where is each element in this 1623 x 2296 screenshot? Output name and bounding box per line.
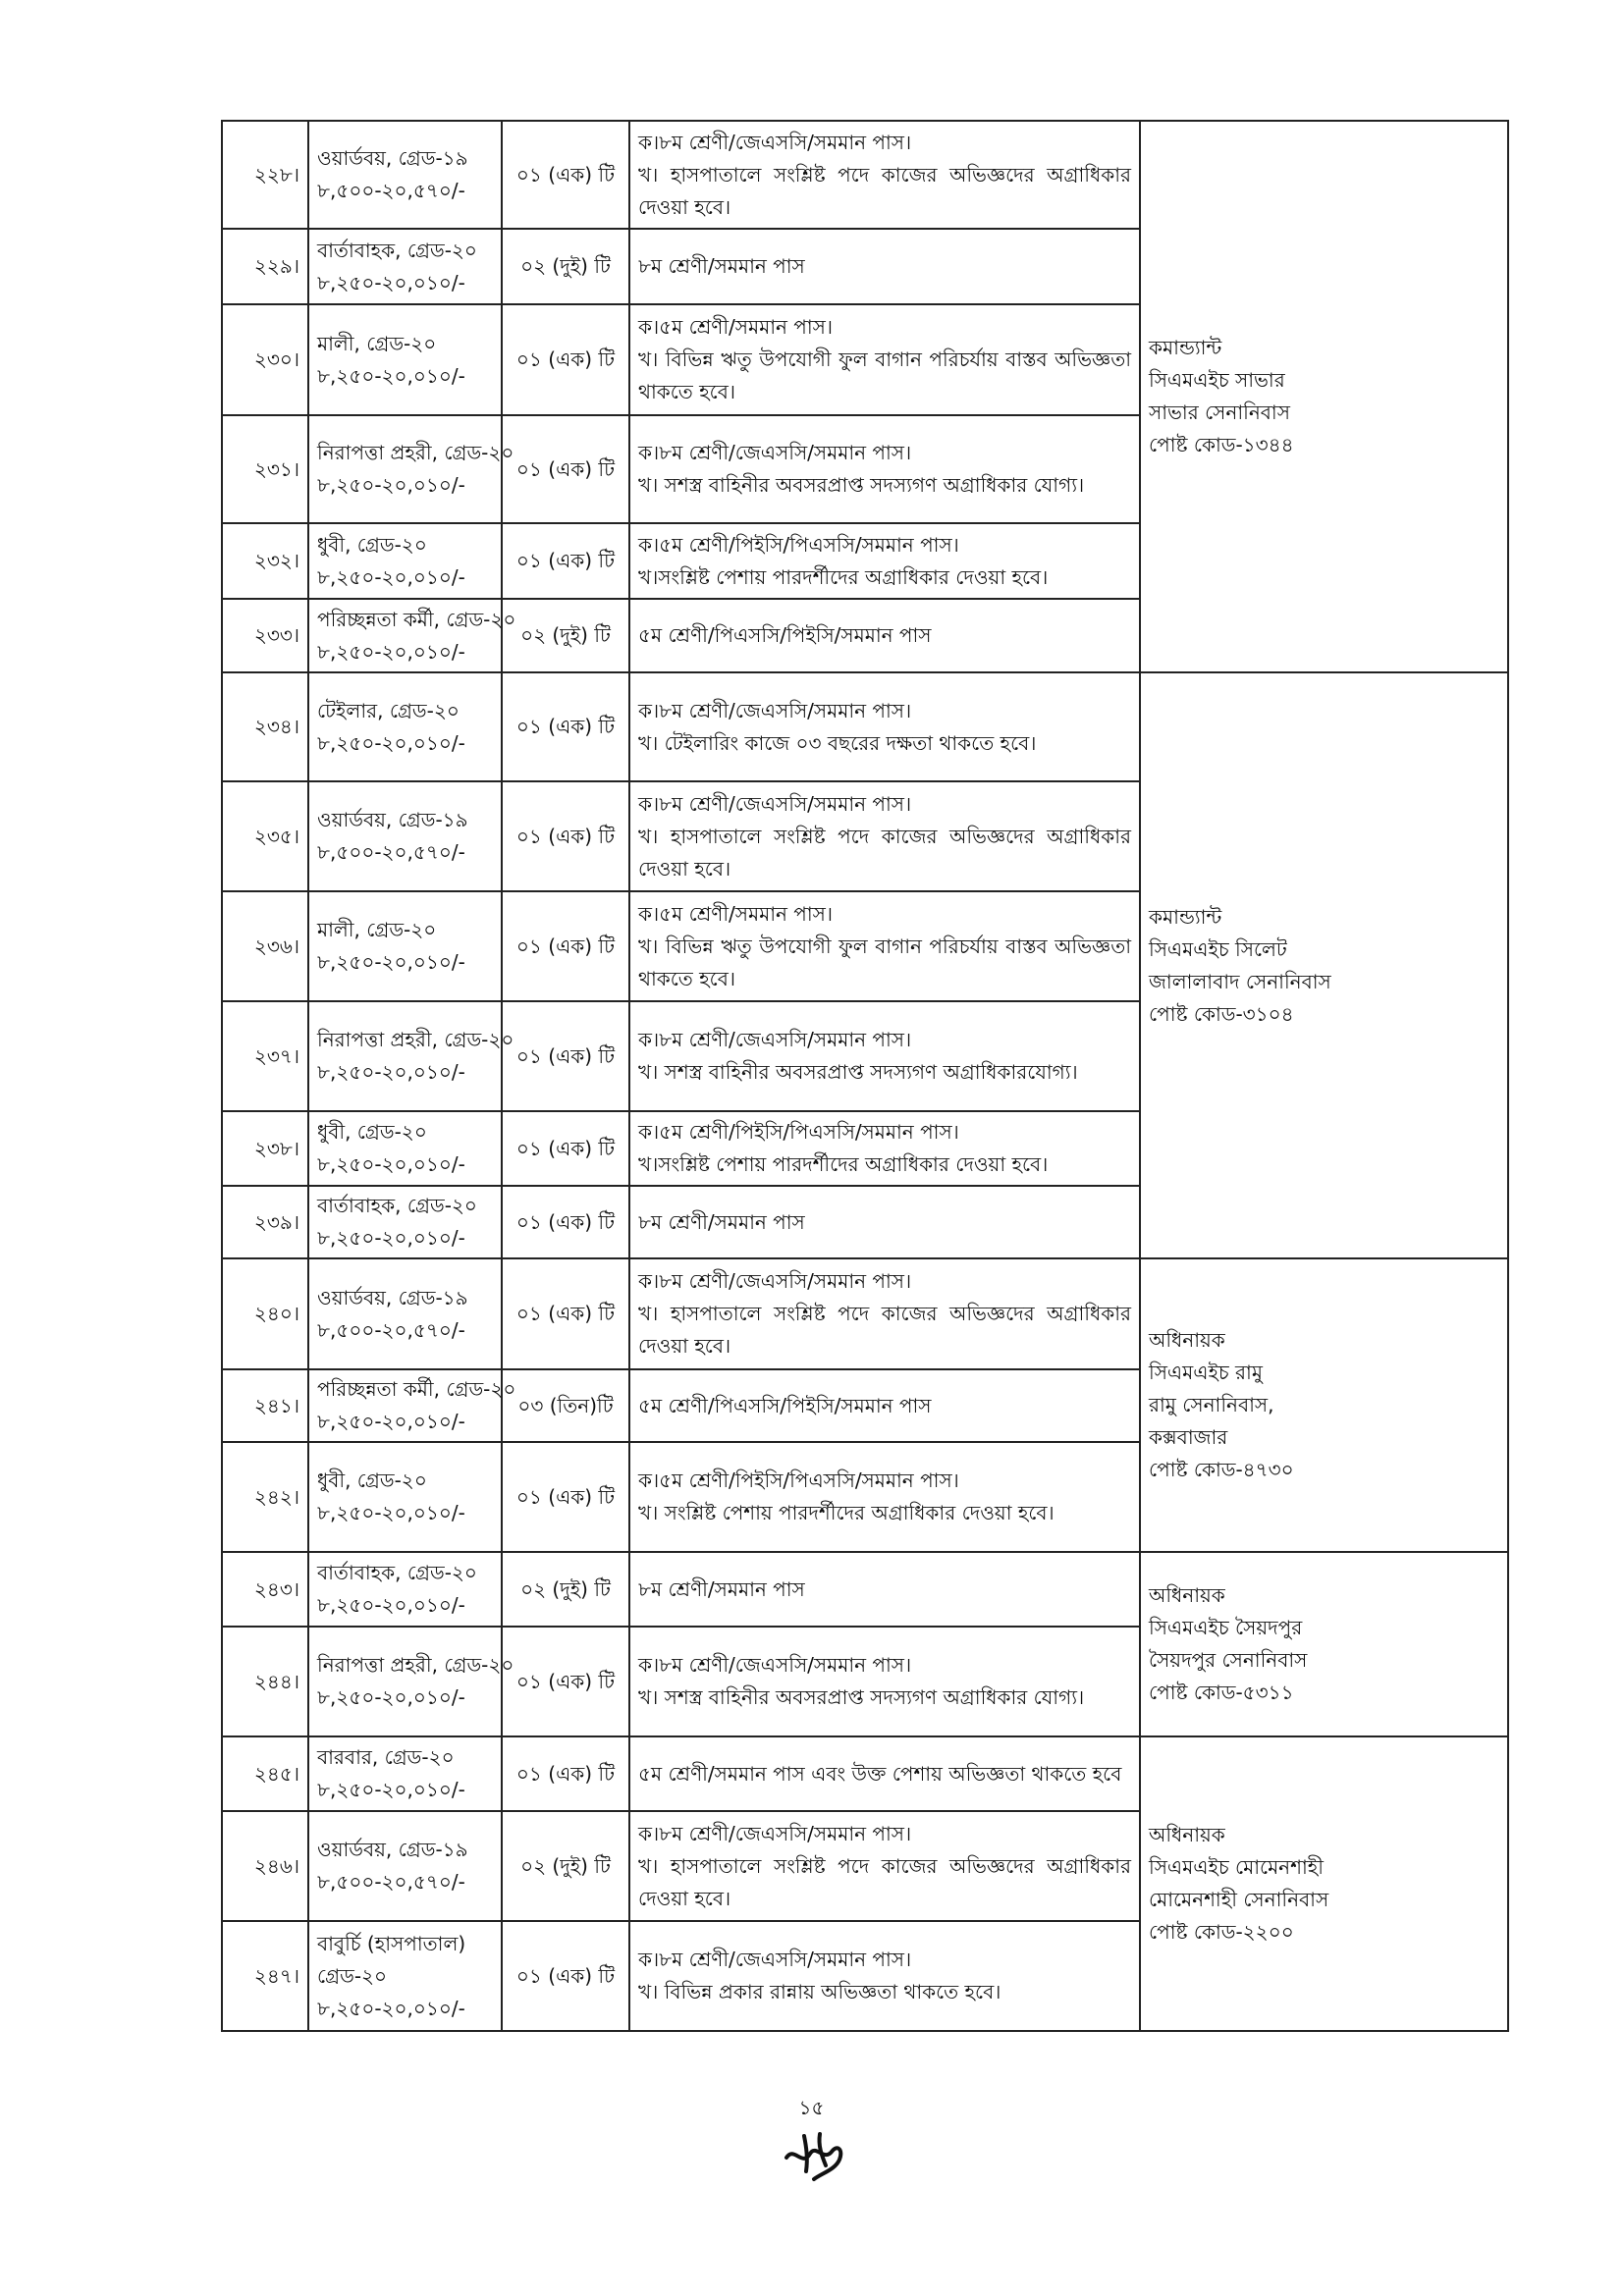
- quantity-cell: ০১ (এক) টি: [502, 415, 629, 523]
- qualification-item: ক।৫ম শ্রেণী/পিইসি/পিএসসি/সমমান পাস।: [638, 1468, 959, 1492]
- qualification-cell: [629, 1258, 1140, 1369]
- posts-table: [221, 120, 1509, 2032]
- qualification-item: খ। হাসপাতালে সংশ্লিষ্ট পদে কাজের অভিজ্ঞদের অগ্রাধিকার দেওয়া হবে।: [638, 1853, 1131, 1910]
- office-address-line: মোমেনশাহী সেনানিবাস: [1149, 1888, 1329, 1911]
- serial-cell: ২৪৬।: [222, 1811, 308, 1921]
- qualification-item: ৫ম শ্রেণী/পিএসসি/পিইসি/সমমান পাস: [638, 623, 932, 647]
- serial-cell: ২৩৭।: [222, 1001, 308, 1111]
- quantity-cell: ০১ (এক) টি: [502, 672, 629, 781]
- qualification-item: ক।৮ম শ্রেণী/জেএসসি/সমমান পাস।: [638, 1269, 912, 1293]
- qualification-item: ক।৮ম শ্রেণী/জেএসসি/সমমান পাস।: [638, 791, 912, 816]
- pay-scale: ৮,২৫০-২০,০১০/-: [317, 1778, 465, 1801]
- pay-scale: ৮,২৫০-২০,০১০/-: [317, 1996, 465, 2020]
- post-cell: [308, 304, 502, 415]
- post-name: মালী, গ্রেড-২০: [317, 331, 437, 355]
- qualification-cell: [629, 1186, 1140, 1258]
- office-address-line: কমান্ড্যান্ট: [1149, 904, 1222, 929]
- qualification-cell: [629, 781, 1140, 891]
- qualification-item: খ।সংশ্লিষ্ট পেশায় পারদর্শীদের অগ্রাধিকার দেওয়া হবে।: [638, 1152, 1049, 1176]
- pay-scale: ৮,৫০০-২০,৫৭০/-: [317, 179, 465, 202]
- table-row: [222, 1552, 1508, 1627]
- qualification-cell: [629, 1369, 1140, 1442]
- office-address-line: পোষ্ট কোড-৫৩১১: [1149, 1681, 1294, 1704]
- qualification-cell: [629, 1921, 1140, 2031]
- qualification-cell: [629, 121, 1140, 229]
- office-address-line: পোষ্ট কোড-৩১০৪: [1149, 1001, 1294, 1026]
- qualification-cell: [629, 229, 1140, 304]
- post-name: ধুবী, গ্রেড-২০: [317, 532, 427, 557]
- qualification-item: ক।৮ম শ্রেণী/জেএসসি/সমমান পাস।: [638, 130, 912, 154]
- serial-cell: ২২৮।: [222, 121, 308, 229]
- post-name: গ্রেড-২০: [317, 1963, 388, 1988]
- pay-scale: ৮,৫০০-২০,৫৭০/-: [317, 1317, 465, 1342]
- serial-cell: ২৩৫।: [222, 781, 308, 891]
- serial-cell: ২২৯।: [222, 229, 308, 304]
- office-address-line: সিএমএইচ মোমেনশাহী: [1149, 1855, 1324, 1879]
- qualification-cell: [629, 1736, 1140, 1811]
- post-name: নিরাপত্তা প্রহরী, গ্রেড-২০: [317, 1028, 514, 1051]
- qualification-item: ৫ম শ্রেণী/পিএসসি/পিইসি/সমমান পাস: [638, 1393, 932, 1417]
- post-cell: [308, 1552, 502, 1627]
- pay-scale: ৮,২৫০-২০,০১০/-: [317, 1152, 465, 1176]
- quantity-cell: ০২ (দুই) টি: [502, 599, 629, 672]
- serial-cell: ২৪৪।: [222, 1627, 308, 1736]
- qualification-cell: [629, 1111, 1140, 1186]
- post-name: বাবুর্চি (হাসপাতাল): [317, 1931, 466, 1955]
- pay-scale: ৮,২৫০-২০,০১০/-: [317, 564, 465, 589]
- qualification-item: ক।৫ম শ্রেণী/পিইসি/পিএসসি/সমমান পাস।: [638, 1120, 959, 1144]
- post-cell: [308, 1921, 502, 2031]
- quantity-cell: ০১ (এক) টি: [502, 1001, 629, 1111]
- page-number: ১৫: [798, 2096, 825, 2119]
- serial-cell: ২৩৮।: [222, 1111, 308, 1186]
- serial-cell: ২৪৭।: [222, 1921, 308, 2031]
- serial-cell: ২৪১।: [222, 1369, 308, 1442]
- post-cell: [308, 1258, 502, 1369]
- pay-scale: ৮,২৫০-২০,০১০/-: [317, 1060, 465, 1084]
- qualification-item: খ। হাসপাতালে সংশ্লিষ্ট পদে কাজের অভিজ্ঞদের অগ্রাধিকার দেওয়া হবে।: [638, 824, 1131, 881]
- table-row: [222, 672, 1508, 781]
- pay-scale: ৮,২৫০-২০,০১০/-: [317, 730, 465, 755]
- serial-cell: ২৩৩।: [222, 599, 308, 672]
- qualification-cell: [629, 304, 1140, 415]
- qualification-cell: [629, 1811, 1140, 1921]
- qualification-item: খ। বিভিন্ন ঋতু উপযোগী ফুল বাগান পরিচর্যায় বাস্তব অভিজ্ঞতা থাকতে হবে।: [638, 347, 1131, 403]
- pay-scale: ৮,২৫০-২০,০১০/-: [317, 1410, 465, 1433]
- office-address-line: অধিনায়ক: [1149, 1328, 1225, 1352]
- office-address-cell: [1140, 1736, 1508, 2031]
- post-cell: [308, 891, 502, 1001]
- office-address-line: সিএমএইচ সাভার: [1149, 368, 1285, 392]
- quantity-cell: ০১ (এক) টি: [502, 1442, 629, 1552]
- post-name: ওয়ার্ডবয়, গ্রেড-১৯: [317, 1838, 468, 1861]
- qualification-item: খ। টেইলারিং কাজে ০৩ বছরের দক্ষতা থাকতে হবে।: [638, 730, 1037, 755]
- pay-scale: ৮,৫০০-২০,৫৭০/-: [317, 1870, 465, 1894]
- serial-cell: ২৪৫।: [222, 1736, 308, 1811]
- post-name: ওয়ার্ডবয়, গ্রেড-১৯: [317, 146, 468, 170]
- post-cell: [308, 1369, 516, 1442]
- office-address-line: অধিনায়ক: [1149, 1823, 1225, 1846]
- post-name: নিরাপত্তা প্রহরী, গ্রেড-২০: [317, 1653, 514, 1677]
- post-cell: [308, 1811, 502, 1921]
- post-cell: [308, 1627, 514, 1736]
- pay-scale: ৮,২৫০-২০,০১০/-: [317, 270, 465, 294]
- pay-scale: ৮,২৫০-২০,০১০/-: [317, 950, 465, 974]
- table-row: [222, 1736, 1508, 1811]
- office-address-line: কমান্ড্যান্ট: [1149, 336, 1222, 359]
- office-address-line: সৈয়দপুর সেনানিবাস: [1149, 1648, 1308, 1672]
- qualification-item: ক।৮ম শ্রেণী/জেএসসি/সমমান পাস।: [638, 1821, 912, 1845]
- post-name: বার্তাবাহক, গ্রেড-২০: [317, 238, 477, 262]
- qualification-cell: [629, 891, 1140, 1001]
- office-address-cell: [1140, 1258, 1508, 1552]
- post-name: পরিচ্ছন্নতা কর্মী, গ্রেড-২০: [317, 1377, 516, 1401]
- qualification-cell: [629, 672, 1140, 781]
- qualification-item: খ। সশস্ত্র বাহিনীর অবসরপ্রাপ্ত সদস্যগণ অগ্রাধিকার যোগ্য।: [638, 473, 1085, 497]
- quantity-cell: ০১ (এক) টি: [502, 891, 629, 1001]
- post-cell: [308, 781, 502, 891]
- post-cell: [308, 1442, 502, 1552]
- qualification-item: ৫ম শ্রেণী/সমমান পাস এবং উক্ত পেশায় অভিজ্ঞতা থাকতে হবে: [638, 1761, 1122, 1786]
- post-cell: [308, 1001, 514, 1111]
- post-name: বারবার, গ্রেড-২০: [317, 1745, 455, 1769]
- qualification-item: খ।সংশ্লিষ্ট পেশায় পারদর্শীদের অগ্রাধিকার দেওয়া হবে।: [638, 564, 1049, 589]
- office-address-line: কক্সবাজার: [1149, 1425, 1228, 1449]
- quantity-cell: ০২ (দুই) টি: [502, 1552, 629, 1627]
- post-cell: [308, 1186, 502, 1258]
- quantity-cell: ০১ (এক) টি: [502, 781, 629, 891]
- pay-scale: ৮,৫০০-২০,৫৭০/-: [317, 840, 465, 864]
- qualification-cell: [629, 1001, 1140, 1111]
- serial-cell: ২৪৩।: [222, 1552, 308, 1627]
- serial-cell: ২৩২।: [222, 523, 308, 599]
- serial-cell: ২৩০।: [222, 304, 308, 415]
- quantity-cell: ০২ (দুই) টি: [502, 229, 629, 304]
- qualification-cell: [629, 1627, 1140, 1736]
- pay-scale: ৮,২৫০-২০,০১০/-: [317, 639, 465, 664]
- qualification-item: ক।৮ম শ্রেণী/জেএসসি/সমমান পাস।: [638, 1948, 912, 1971]
- qualification-item: ক।৫ম শ্রেণী/পিইসি/পিএসসি/সমমান পাস।: [638, 532, 959, 557]
- serial-cell: ২৩১।: [222, 415, 308, 523]
- qualification-item: ৮ম শ্রেণী/সমমান পাস: [638, 254, 805, 278]
- post-cell: [308, 599, 516, 672]
- qualification-item: খ। সশস্ত্র বাহিনীর অবসরপ্রাপ্ত সদস্যগণ অগ্রাধিকার যোগ্য।: [638, 1685, 1085, 1709]
- qualification-item: খ। হাসপাতালে সংশ্লিষ্ট পদে কাজের অভিজ্ঞদের অগ্রাধিকার দেওয়া হবে।: [638, 162, 1131, 219]
- post-name: বার্তাবাহক, গ্রেড-২০: [317, 1194, 477, 1217]
- pay-scale: ৮,২৫০-২০,০১০/-: [317, 1593, 465, 1617]
- office-address-line: সিএমএইচ রামু: [1149, 1361, 1263, 1384]
- office-address-cell: [1140, 672, 1508, 1258]
- qualification-item: ক।৮ম শ্রেণী/জেএসসি/সমমান পাস।: [638, 698, 912, 722]
- post-name: ধুবী, গ্রেড-২০: [317, 1468, 427, 1492]
- post-name: বার্তাবাহক, গ্রেড-২০: [317, 1561, 477, 1584]
- post-cell: [308, 672, 502, 781]
- qualification-item: ক।৫ম শ্রেণী/সমমান পাস।: [638, 901, 834, 926]
- quantity-cell: ০১ (এক) টি: [502, 1111, 629, 1186]
- quantity-cell: ০১ (এক) টি: [502, 1921, 629, 2031]
- pay-scale: ৮,২৫০-২০,০১০/-: [317, 1685, 465, 1709]
- signature-mark: [781, 2128, 849, 2185]
- quantity-cell: ০২ (দুই) টি: [502, 1811, 629, 1921]
- serial-cell: ২৩৬।: [222, 891, 308, 1001]
- quantity-cell: ০১ (এক) টি: [502, 1186, 629, 1258]
- quantity-cell: ০১ (এক) টি: [502, 523, 629, 599]
- office-address-cell: [1140, 1552, 1508, 1736]
- quantity-cell: ০৩ (তিন)টি: [502, 1369, 629, 1442]
- post-name: ওয়ার্ডবয়, গ্রেড-১৯: [317, 1285, 468, 1309]
- post-name: মালী, গ্রেড-২০: [317, 918, 437, 941]
- serial-cell: ২৩৯।: [222, 1186, 308, 1258]
- office-address-line: সিএমএইচ সিলেট: [1149, 936, 1287, 961]
- pay-scale: ৮,২৫০-২০,০১০/-: [317, 1501, 465, 1524]
- office-address-line: সিএমএইচ সৈয়দপুর: [1149, 1616, 1303, 1639]
- post-cell: [308, 229, 502, 304]
- qualification-cell: [629, 1552, 1140, 1627]
- qualification-cell: [629, 523, 1140, 599]
- pay-scale: ৮,২৫০-২০,০১০/-: [317, 363, 465, 388]
- post-cell: [308, 523, 502, 599]
- post-name: টেইলার, গ্রেড-২০: [317, 698, 460, 722]
- qualification-item: ৮ম শ্রেণী/সমমান পাস: [638, 1576, 805, 1601]
- quantity-cell: ০১ (এক) টি: [502, 304, 629, 415]
- post-name: নিরাপত্তা প্রহরী, গ্রেড-২০: [317, 441, 514, 464]
- office-address-line: পোষ্ট কোড-১৩৪৪: [1149, 433, 1294, 456]
- office-address-line: অধিনায়ক: [1149, 1583, 1225, 1607]
- office-address-line: জালালাবাদ সেনানিবাস: [1149, 969, 1331, 993]
- table-row: [222, 121, 1508, 229]
- quantity-cell: ০১ (এক) টি: [502, 1258, 629, 1369]
- table-row: [222, 1258, 1508, 1369]
- post-name: ধুবী, গ্রেড-২০: [317, 1120, 427, 1144]
- qualification-cell: [629, 415, 1140, 523]
- qualification-item: খ। সংশ্লিষ্ট পেশায় পারদর্শীদের অগ্রাধিকার দেওয়া হবে।: [638, 1501, 1055, 1524]
- qualification-item: ৮ম শ্রেণী/সমমান পাস: [638, 1209, 805, 1234]
- post-cell: [308, 415, 514, 523]
- qualification-item: ক।৫ম শ্রেণী/সমমান পাস।: [638, 315, 834, 339]
- qualification-cell: [629, 1442, 1140, 1552]
- qualification-item: খ। সশস্ত্র বাহিনীর অবসরপ্রাপ্ত সদস্যগণ অগ্রাধিকারযোগ্য।: [638, 1060, 1078, 1084]
- qualification-item: ক।৮ম শ্রেণী/জেএসসি/সমমান পাস।: [638, 1028, 912, 1051]
- quantity-cell: ০১ (এক) টি: [502, 121, 629, 229]
- quantity-cell: ০১ (এক) টি: [502, 1736, 629, 1811]
- qualification-item: খ। বিভিন্ন ঋতু উপযোগী ফুল বাগান পরিচর্যায় বাস্তব অভিজ্ঞতা থাকতে হবে।: [638, 934, 1131, 990]
- office-address-cell: [1140, 121, 1508, 672]
- office-address-line: রামু সেনানিবাস,: [1149, 1393, 1274, 1416]
- qualification-item: ক।৮ম শ্রেণী/জেএসসি/সমমান পাস।: [638, 441, 912, 464]
- office-address-line: সাভার সেনানিবাস: [1149, 400, 1290, 424]
- post-cell: [308, 1111, 502, 1186]
- serial-cell: ২৪২।: [222, 1442, 308, 1552]
- post-name: ওয়ার্ডবয়, গ্রেড-১৯: [317, 808, 468, 831]
- quantity-cell: ০১ (এক) টি: [502, 1627, 629, 1736]
- qualification-cell: [629, 599, 1140, 672]
- serial-cell: ২৪০।: [222, 1258, 308, 1369]
- pay-scale: ৮,২৫০-২০,০১০/-: [317, 473, 465, 497]
- post-name: পরিচ্ছন্নতা কর্মী, গ্রেড-২০: [317, 607, 516, 631]
- office-address-line: পোষ্ট কোড-৪৭৩০: [1149, 1458, 1294, 1481]
- post-cell: [308, 121, 502, 229]
- pay-scale: ৮,২৫০-২০,০১০/-: [317, 1226, 465, 1250]
- qualification-item: খ। হাসপাতালে সংশ্লিষ্ট পদে কাজের অভিজ্ঞদের অগ্রাধিকার দেওয়া হবে।: [638, 1302, 1131, 1358]
- qualification-item: খ। বিভিন্ন প্রকার রান্নায় অভিজ্ঞতা থাকতে হবে।: [638, 1980, 1001, 2003]
- qualification-item: ক।৮ম শ্রেণী/জেএসসি/সমমান পাস।: [638, 1653, 912, 1677]
- serial-cell: ২৩৪।: [222, 672, 308, 781]
- post-cell: [308, 1736, 502, 1811]
- posts-table-body: [222, 121, 1508, 2031]
- office-address-line: পোষ্ট কোড-২২০০: [1149, 1920, 1294, 1944]
